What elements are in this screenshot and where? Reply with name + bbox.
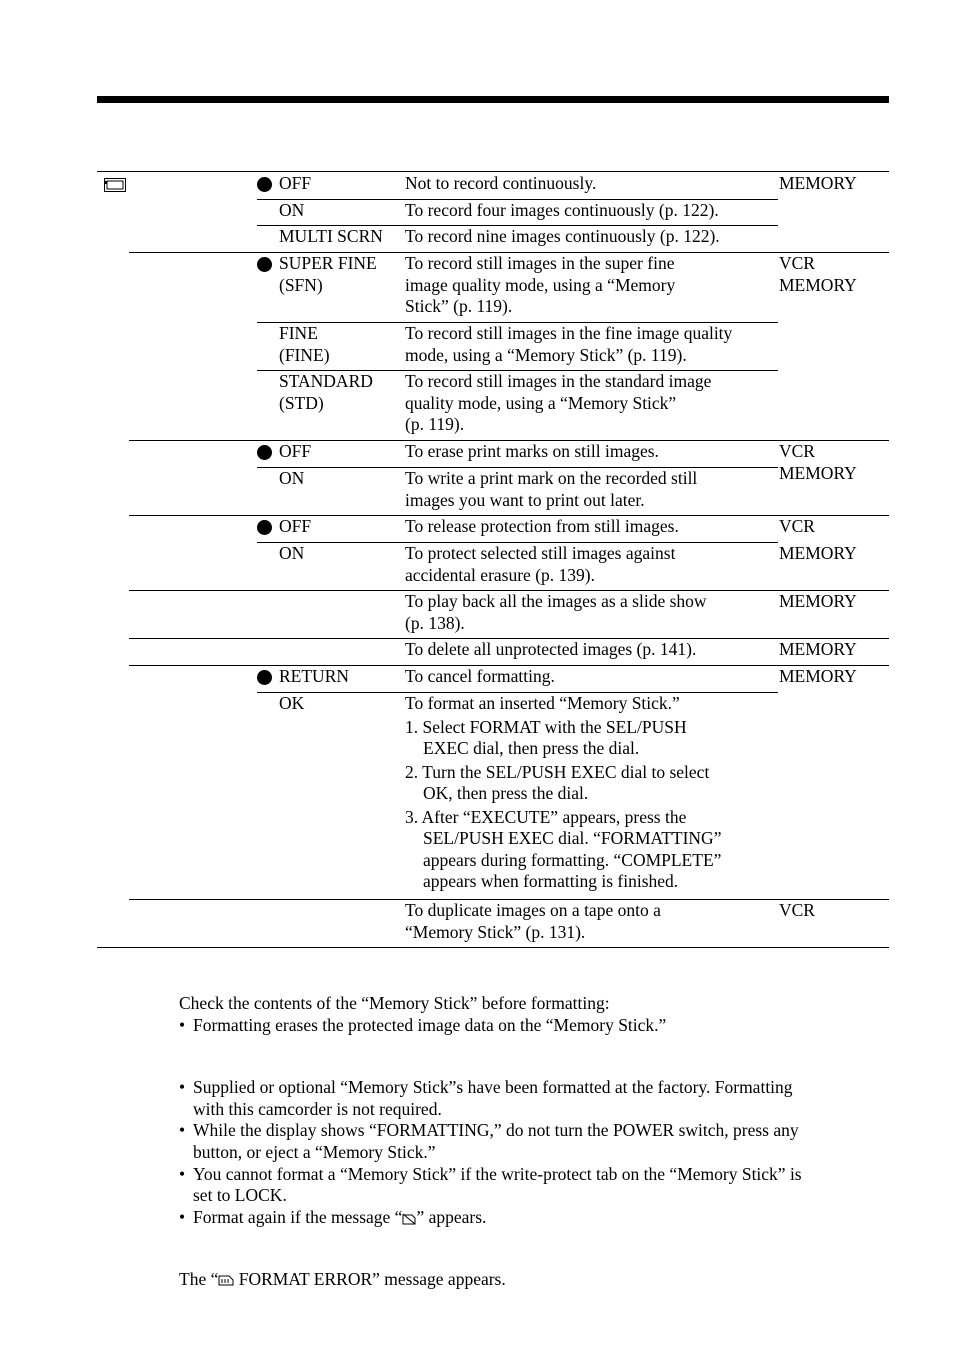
default-setting-dot-icon — [257, 177, 272, 192]
mode-label: MEMORY — [779, 173, 857, 193]
note-1-line-2: with this camcorder is not required. — [193, 1099, 442, 1119]
format-step: 3. After “EXECUTE” appears, press the — [405, 806, 687, 827]
setting-value: STANDARD — [279, 371, 373, 391]
mode-label: MEMORY — [779, 591, 857, 611]
setting-value-abbrev: (SFN) — [279, 274, 323, 295]
mode-label: VCR — [779, 900, 815, 920]
setting-meaning: To record nine images continuously (p. 122). — [405, 226, 720, 246]
bullet-icon: • — [179, 1015, 186, 1035]
setting-value: RETURN — [279, 666, 349, 686]
check-contents-line: Check the contents of the “Memory Stick” before formatting: — [179, 993, 610, 1013]
setting-value: FINE — [279, 323, 318, 343]
setting-value: OFF — [279, 441, 312, 461]
default-setting-dot-icon — [257, 670, 272, 685]
memory-stick-icon — [218, 1275, 234, 1286]
setting-value: ON — [279, 468, 305, 488]
note-3-line-2: set to LOCK. — [193, 1185, 287, 1205]
setting-meaning: To release protection from still images. — [405, 516, 679, 536]
setting-meaning: To record four images continuously (p. 122). — [405, 200, 719, 220]
note-1-line-1: Supplied or optional “Memory Stick”s have been formatted at the factory. Formatting — [193, 1077, 793, 1097]
setting-meaning: Not to record continuously. — [405, 173, 597, 193]
mode-label: MEMORY — [779, 462, 857, 483]
format-step: 2. Turn the SEL/PUSH EXEC dial to select — [405, 761, 710, 782]
setting-meaning: To cancel formatting. — [405, 666, 555, 686]
setting-meaning: images you want to print out later. — [405, 489, 645, 510]
note-3-line-1: You cannot format a “Memory Stick” if the write-protect tab on the “Memory Stick” is — [193, 1164, 802, 1184]
setting-meaning: To erase print marks on still images. — [405, 441, 659, 461]
memory-set-menu-icon — [104, 178, 126, 192]
format-step-cont: appears when formatting is finished. — [423, 871, 679, 891]
setting-value: MULTI SCRN — [279, 226, 383, 246]
note-2-line-1: While the display shows “FORMATTING,” do not turn the POWER switch, press any — [193, 1120, 799, 1140]
bullet-icon: • — [179, 1164, 186, 1184]
format-step-cont: SEL/PUSH EXEC dial. “FORMATTING” — [423, 828, 722, 848]
table-top-rule — [97, 171, 889, 172]
format-again-suffix: ” appears. — [416, 1207, 487, 1227]
setting-value: OFF — [279, 173, 312, 193]
mode-label: MEMORY — [779, 274, 857, 295]
setting-meaning: “Memory Stick” (p. 131). — [405, 921, 586, 942]
setting-meaning: To duplicate images on a tape onto a — [405, 900, 661, 920]
mode-label: VCR — [779, 516, 815, 536]
mode-label: VCR — [779, 253, 815, 273]
setting-value: OK — [279, 693, 305, 713]
row-divider — [97, 947, 889, 948]
setting-meaning: To record still images in the fine image quality — [405, 323, 733, 343]
mode-label: MEMORY — [779, 639, 857, 659]
error-prefix: The “ — [179, 1269, 219, 1289]
error-suffix: FORMAT ERROR” message appears. — [234, 1269, 506, 1289]
setting-meaning: quality mode, using a “Memory Stick” — [405, 392, 677, 413]
no-memory-stick-icon — [402, 1213, 416, 1225]
format-step-cont: OK, then press the dial. — [423, 783, 589, 803]
default-setting-dot-icon — [257, 445, 272, 460]
setting-meaning: accidental erasure (p. 139). — [405, 564, 595, 585]
setting-meaning: (p. 138). — [405, 612, 465, 633]
check-bullet-text: Formatting erases the protected image data on the “Memory Stick.” — [193, 1015, 667, 1035]
setting-meaning: (p. 119). — [405, 414, 465, 434]
setting-meaning: image quality mode, using a “Memory — [405, 274, 676, 295]
mode-label: VCR — [779, 441, 815, 461]
setting-meaning: To delete all unprotected images (p. 141). — [405, 639, 697, 659]
format-again-prefix: Format again if the message “ — [193, 1207, 403, 1227]
setting-meaning: To record still images in the standard image — [405, 371, 712, 391]
default-setting-dot-icon — [257, 520, 272, 535]
setting-value-abbrev: (FINE) — [279, 344, 330, 365]
bullet-icon: • — [179, 1077, 186, 1097]
format-error-line — [179, 1269, 506, 1291]
note-2-line-2: button, or eject a “Memory Stick.” — [193, 1142, 436, 1162]
mode-label: MEMORY — [779, 666, 857, 686]
setting-meaning: To format an inserted “Memory Stick.” — [405, 693, 680, 713]
format-again-note — [193, 1207, 486, 1229]
setting-value: SUPER FINE — [279, 253, 377, 273]
setting-meaning: To write a print mark on the recorded still — [405, 468, 698, 488]
setting-meaning: Stick” (p. 119). — [405, 296, 513, 316]
setting-value: ON — [279, 200, 305, 220]
default-setting-dot-icon — [257, 257, 272, 272]
top-rule — [97, 96, 889, 103]
setting-value: ON — [279, 543, 305, 563]
setting-meaning: To record still images in the super fine — [405, 253, 675, 273]
bullet-icon: • — [179, 1120, 186, 1140]
format-step-cont: EXEC dial, then press the dial. — [423, 738, 640, 758]
setting-meaning: mode, using a “Memory Stick” (p. 119). — [405, 344, 687, 365]
format-step-cont: appears during formatting. “COMPLETE” — [423, 849, 722, 870]
setting-value: OFF — [279, 516, 312, 536]
mode-label: MEMORY — [779, 543, 857, 563]
format-step: 1. Select FORMAT with the SEL/PUSH — [405, 716, 687, 737]
setting-meaning: To protect selected still images against — [405, 543, 676, 563]
bullet-icon: • — [179, 1207, 186, 1227]
setting-value-abbrev: (STD) — [279, 392, 324, 413]
setting-meaning: To play back all the images as a slide show — [405, 591, 707, 611]
